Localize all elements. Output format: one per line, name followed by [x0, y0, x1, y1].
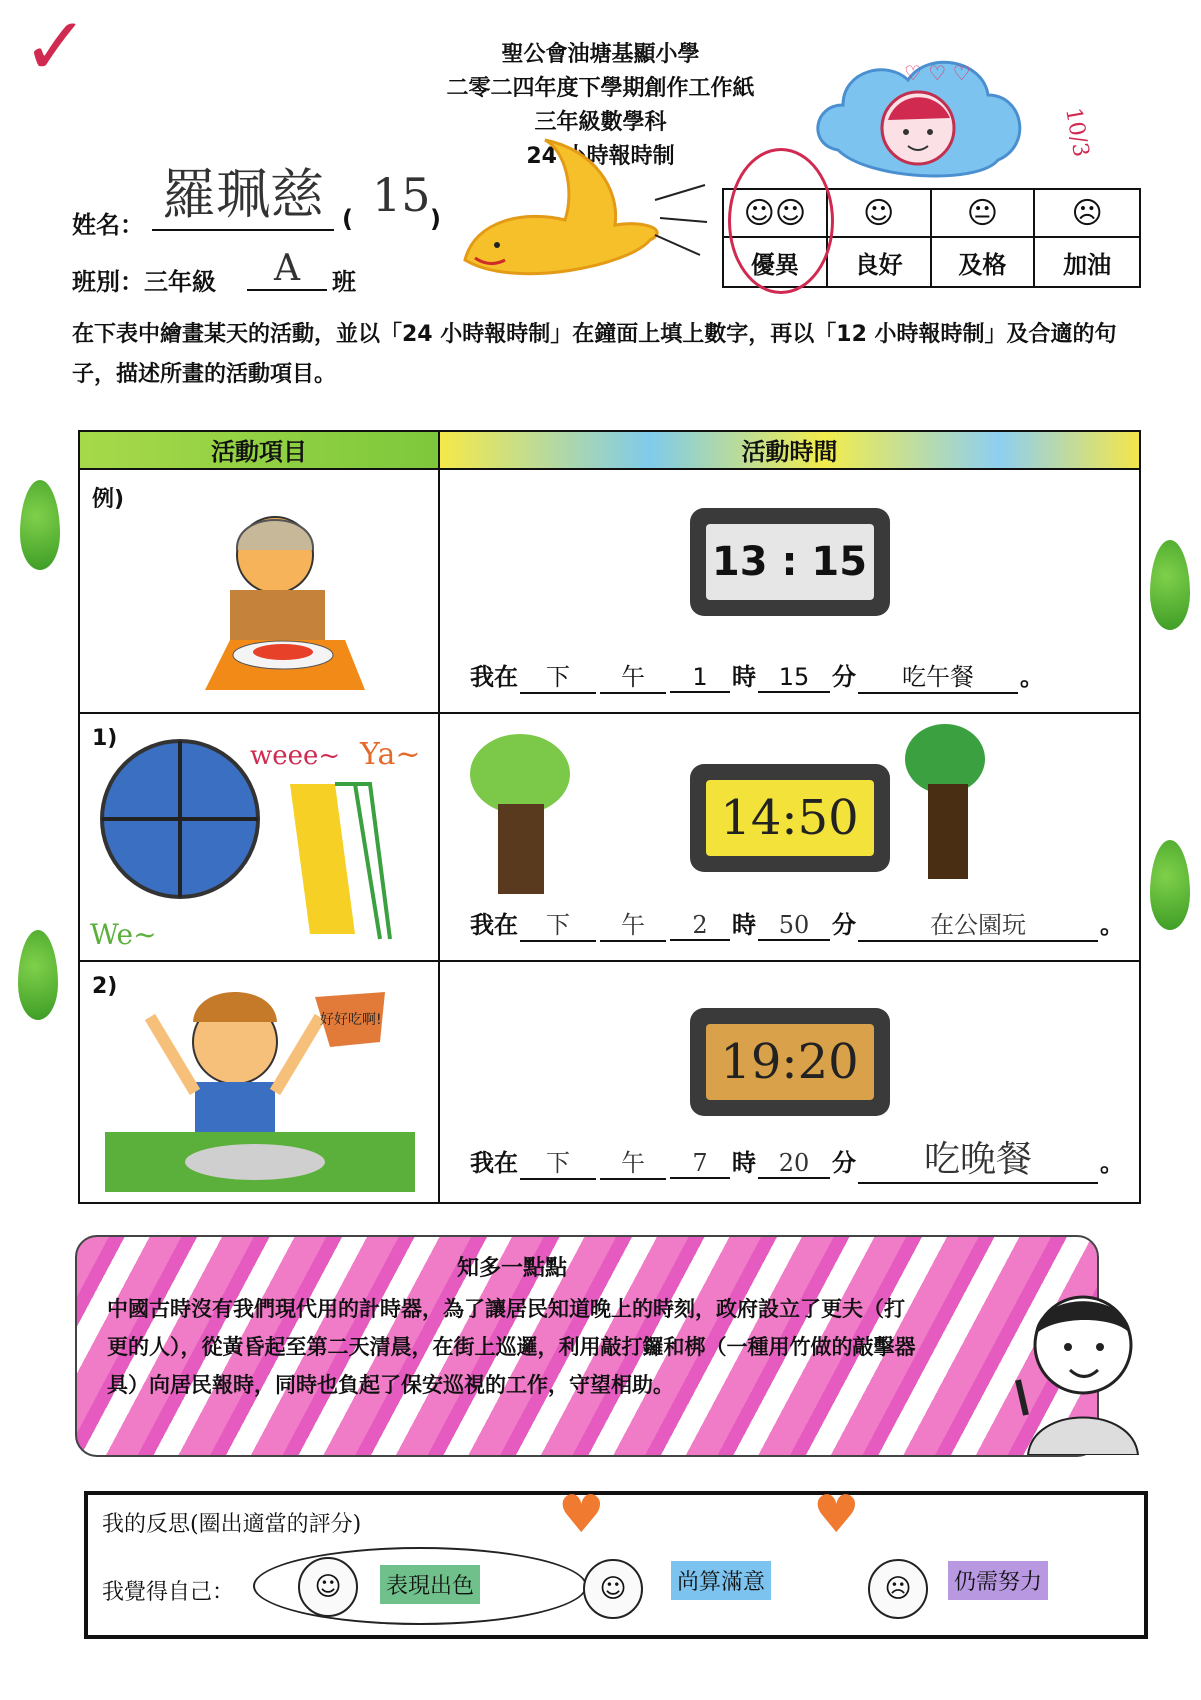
- teacher-cartoon: [1008, 1285, 1158, 1455]
- minute-suffix: 分: [832, 663, 856, 691]
- hour-suffix: 時: [732, 1149, 756, 1177]
- needs-effort-face-icon[interactable]: ☹: [868, 1559, 928, 1619]
- minute-suffix: 分: [832, 1149, 856, 1177]
- number-open-paren: (: [342, 205, 353, 233]
- digital-clock: [690, 508, 890, 616]
- drawing-cell: [79, 713, 439, 961]
- class-label: 班別：三年級: [72, 268, 216, 296]
- tree-drawing-left: [460, 734, 580, 894]
- ampm-field-2[interactable]: 午: [600, 1143, 666, 1180]
- time-cell: [439, 961, 1140, 1203]
- name-label: 姓名：: [72, 211, 144, 239]
- sentence-line: [470, 905, 1124, 942]
- reflection-box: [84, 1485, 1148, 1639]
- reflection-label: 我覺得自己：: [102, 1580, 235, 1605]
- grade-mark: 10/3: [1060, 106, 1094, 159]
- hour-field[interactable]: 7: [670, 1149, 730, 1179]
- rating-circle-mark: [728, 148, 834, 294]
- option-needs-effort[interactable]: 仍需努力: [948, 1561, 1048, 1600]
- class-suffix: 班: [332, 268, 356, 296]
- clock-display: 19:20: [706, 1024, 874, 1100]
- clock-display: 14:50: [706, 780, 874, 856]
- tree-drawing-right: [900, 724, 1000, 884]
- digital-clock: [690, 764, 890, 872]
- sentence-start: 我在: [470, 911, 518, 939]
- leaf-decoration: [1150, 840, 1190, 930]
- leaf-decoration: [1150, 540, 1190, 630]
- minute-suffix: 分: [832, 911, 856, 939]
- activity-field[interactable]: 吃午餐: [858, 657, 1018, 694]
- digital-clock: [690, 1008, 890, 1116]
- ampm-field-1[interactable]: 下: [520, 657, 596, 694]
- time-cell: [439, 713, 1140, 961]
- minute-field[interactable]: 15: [758, 663, 830, 693]
- table-row: [79, 961, 1140, 1203]
- dinner-drawing: [95, 972, 425, 1197]
- leaf-decoration: [20, 480, 60, 570]
- hour-field[interactable]: 1: [670, 663, 730, 693]
- rating-label-good: 良好: [828, 238, 932, 286]
- option-excellent[interactable]: 表現出色: [380, 1565, 480, 1604]
- class-field[interactable]: A: [247, 248, 327, 291]
- number-close-paren: ): [430, 205, 441, 233]
- heart-icon: ♥: [813, 1485, 860, 1545]
- clock-display: 13 : 15: [706, 524, 874, 600]
- sentence-line: [470, 1131, 1124, 1184]
- school-name: 聖公會油塘基顯小學: [501, 42, 700, 67]
- drawing-cell: [79, 961, 439, 1203]
- row-label: 例): [92, 487, 125, 512]
- know-more-title: 知多一點點: [456, 1256, 567, 1281]
- instruction-text: 在下表中繪畫某天的活動，並以「24 小時報時制」在鐘面上填上數字，再以「12 小時報時制」及合適的句子，描述所畫的活動項目。: [72, 322, 1117, 387]
- reflection-title: 我的反思(圈出適當的評分): [102, 1512, 362, 1537]
- option-satisfied[interactable]: 尚算滿意: [671, 1561, 771, 1600]
- svg-text:weee~: weee~: [250, 741, 341, 771]
- satisfied-face-icon[interactable]: ☺: [583, 1559, 643, 1619]
- row-label: 1): [92, 726, 118, 751]
- number-field[interactable]: 15: [372, 168, 431, 222]
- ampm-field-1[interactable]: 下: [520, 1143, 596, 1180]
- sentence-start: 我在: [470, 663, 518, 691]
- cloud-drawing: [808, 50, 1033, 185]
- sentence-line: [470, 657, 1044, 694]
- sentence-start: 我在: [470, 1149, 518, 1177]
- table-row: [79, 469, 1140, 713]
- ampm-field-1[interactable]: 下: [520, 905, 596, 942]
- good-face-icon[interactable]: ☺: [828, 190, 932, 238]
- hour-suffix: 時: [732, 663, 756, 691]
- activity-field[interactable]: 吃晚餐: [858, 1131, 1098, 1184]
- svg-text:We~: We~: [90, 918, 157, 951]
- know-more-panel: [75, 1235, 1099, 1457]
- sentence-end: 。: [1100, 911, 1124, 939]
- leaf-decoration: [18, 930, 58, 1020]
- term-title: 二零二四年度下學期創作工作紙: [446, 76, 755, 101]
- svg-text:Ya~: Ya~: [360, 737, 421, 772]
- column-header-activity: 活動項目: [79, 431, 439, 469]
- sentence-end: 。: [1100, 1149, 1124, 1177]
- activity-table: [78, 430, 1141, 1204]
- minute-field[interactable]: 20: [758, 1149, 830, 1179]
- hour-field[interactable]: 2: [670, 911, 730, 941]
- try-harder-face-icon[interactable]: ☹: [1035, 190, 1139, 238]
- activity-field[interactable]: 在公園玩: [858, 905, 1098, 942]
- excellent-face-icon[interactable]: ☺: [298, 1557, 358, 1617]
- drawing-cell: [79, 469, 439, 713]
- subject-title: 三年級數學科: [534, 110, 667, 135]
- bird-drawing: [445, 130, 715, 290]
- svg-text:♡ ♡ ♡: ♡ ♡ ♡: [904, 61, 971, 85]
- playground-drawing: [90, 724, 430, 954]
- lunch-drawing: [205, 495, 365, 690]
- topic-title: 24 小時報時制: [526, 144, 675, 169]
- tick-mark: ✓: [22, 0, 90, 93]
- sentence-end: 。: [1020, 663, 1044, 691]
- table-row: [79, 713, 1140, 961]
- pass-face-icon[interactable]: 😐: [932, 190, 1036, 238]
- ampm-field-2[interactable]: 午: [600, 657, 666, 694]
- minute-field[interactable]: 50: [758, 911, 830, 941]
- rating-label-excellent: 優異: [724, 238, 828, 286]
- column-header-time: 活動時間: [439, 431, 1140, 469]
- heart-icon: ♥: [558, 1485, 605, 1545]
- rating-label-pass: 及格: [932, 238, 1036, 286]
- excellent-face-icon[interactable]: ☺☺: [724, 190, 828, 238]
- ampm-field-2[interactable]: 午: [600, 905, 666, 942]
- know-more-text: 中國古時沒有我們現代用的計時器，為了讓居民知道晚上的時刻，政府設立了更夫（打更的人），從黃昏起至第二天清晨，在街上巡邏，利用敲打鑼和梆（一種用竹做的敲擊器具）向居民報時，同時也負起了保安巡視的工作，守望相助。: [107, 1297, 916, 1397]
- hour-suffix: 時: [732, 911, 756, 939]
- rating-label-try-harder: 加油: [1063, 250, 1112, 279]
- name-field[interactable]: 羅珮慈: [152, 152, 334, 231]
- row-label: 2): [92, 974, 118, 999]
- time-cell: [439, 469, 1140, 713]
- speech-bubble-text: 好好吃啊!: [320, 1012, 382, 1028]
